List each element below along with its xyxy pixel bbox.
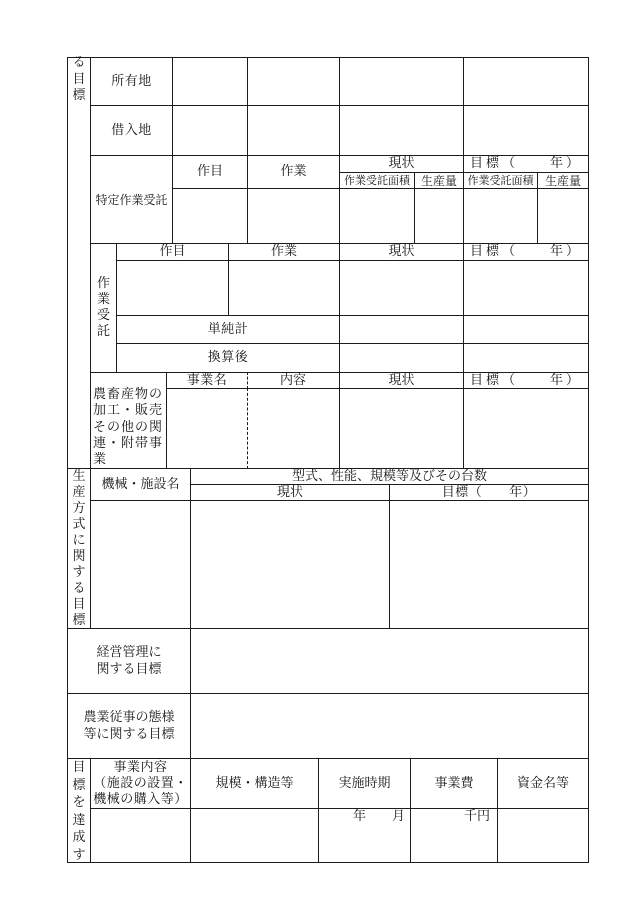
equipment-current-header: 現状 xyxy=(190,484,390,501)
business-name-header: 事業名 xyxy=(166,372,248,389)
management-label: 経営管理に 関する目標 xyxy=(67,628,191,694)
specific-contract-work-cell xyxy=(247,188,340,244)
owned-land-label: 所有地 xyxy=(90,57,173,106)
leased-land-label: 借入地 xyxy=(90,105,173,156)
contract-work-work-header: 作業 xyxy=(228,243,340,261)
project-cost-header: 事業費 xyxy=(410,758,498,809)
leased-land-cell-4 xyxy=(463,105,589,156)
simple-total-label: 単純計 xyxy=(116,315,340,344)
project-cost-unit: 千円 xyxy=(410,808,498,863)
converted-label: 換算後 xyxy=(116,343,340,373)
equipment-current-cell xyxy=(190,500,390,629)
specific-contract-target-area-cell xyxy=(463,188,538,244)
management-cell xyxy=(190,628,589,694)
contract-work-crop-cell xyxy=(116,260,229,316)
equipment-spec-header: 型式、性能、規模等及びその台数 xyxy=(190,468,589,485)
project-period-header: 実施時期 xyxy=(318,758,411,809)
equipment-name-header: 機械・施設名 xyxy=(90,468,191,501)
specific-contract-current-output-cell xyxy=(414,188,464,244)
related-business-target-cell xyxy=(463,388,589,469)
projects-side-label: 目標を達成す xyxy=(72,760,86,863)
contract-work-current-header: 現状 xyxy=(339,243,464,261)
simple-total-target-cell xyxy=(463,315,589,344)
owned-land-cell-2 xyxy=(247,57,340,106)
business-content-header: 内容 xyxy=(247,372,340,389)
specific-contract-target-output-cell xyxy=(537,188,589,244)
equipment-name-cell xyxy=(90,500,191,629)
specific-contract-current-area-header: 作業受託面積 xyxy=(339,172,415,189)
contract-work-target-cell xyxy=(463,260,589,316)
business-name-cell xyxy=(166,388,248,469)
specific-contract-current-header: 現状 xyxy=(339,155,464,173)
owned-land-cell-1 xyxy=(172,57,248,106)
project-fund-header: 資金名等 xyxy=(497,758,589,809)
converted-current-cell xyxy=(339,343,464,373)
farm-work-cell xyxy=(190,693,589,759)
contract-work-side-label-cell xyxy=(90,243,117,373)
leased-land-cell-2 xyxy=(247,105,340,156)
related-business-current-cell xyxy=(339,388,464,469)
related-business-label: 農畜産物の 加工・販売 その他の関 連・附帯事 業 xyxy=(90,372,167,469)
simple-total-current-cell xyxy=(339,315,464,344)
project-content-header: 事業内容 （施設の設置・ 機械の購入等） xyxy=(90,758,191,809)
project-fund-cell xyxy=(497,808,589,863)
related-business-current-header: 現状 xyxy=(339,372,464,389)
specific-contract-crop-header: 作目 xyxy=(172,155,248,189)
specific-contract-target-output-header: 生産量 xyxy=(537,172,589,189)
project-period-unit: 年 月 xyxy=(318,808,411,863)
owned-land-cell-4 xyxy=(463,57,589,106)
contract-work-target-header: 目標（ 年） xyxy=(463,243,589,261)
contract-work-work-cell xyxy=(228,260,340,316)
equipment-target-header: 目標（ 年） xyxy=(389,484,589,501)
production-side-label-cell xyxy=(67,468,91,629)
production-side-label: 生産方式に関する目標 xyxy=(72,468,86,628)
leased-land-cell-1 xyxy=(172,105,248,156)
land-side-label: る目標 xyxy=(72,55,86,103)
land-side-label-cell xyxy=(67,57,91,469)
specific-contract-current-area-cell xyxy=(339,188,415,244)
project-scale-cell xyxy=(190,808,319,863)
projects-side-label-cell xyxy=(67,758,91,863)
contract-work-current-cell xyxy=(339,260,464,316)
specific-contract-crop-cell xyxy=(172,188,248,244)
farm-work-label: 農業従事の態様 等に関する目標 xyxy=(67,693,191,759)
project-scale-header: 規模・構造等 xyxy=(190,758,319,809)
specific-contract-target-header: 目標（ 年） xyxy=(463,155,589,173)
specific-contract-work-header: 作業 xyxy=(247,155,340,189)
leased-land-cell-3 xyxy=(339,105,464,156)
specific-contract-current-output-header: 生産量 xyxy=(414,172,464,189)
specific-contract-label: 特定作業受託 xyxy=(90,155,173,244)
business-content-cell xyxy=(247,388,340,469)
equipment-target-cell xyxy=(389,500,589,629)
owned-land-cell-3 xyxy=(339,57,464,106)
contract-work-crop-header: 作目 xyxy=(116,243,229,261)
converted-target-cell xyxy=(463,343,589,373)
related-business-target-header: 目標（ 年） xyxy=(463,372,589,389)
project-content-cell xyxy=(90,808,191,863)
specific-contract-target-area-header: 作業受託面積 xyxy=(463,172,538,189)
contract-work-side-label: 作業受託 xyxy=(96,276,110,339)
